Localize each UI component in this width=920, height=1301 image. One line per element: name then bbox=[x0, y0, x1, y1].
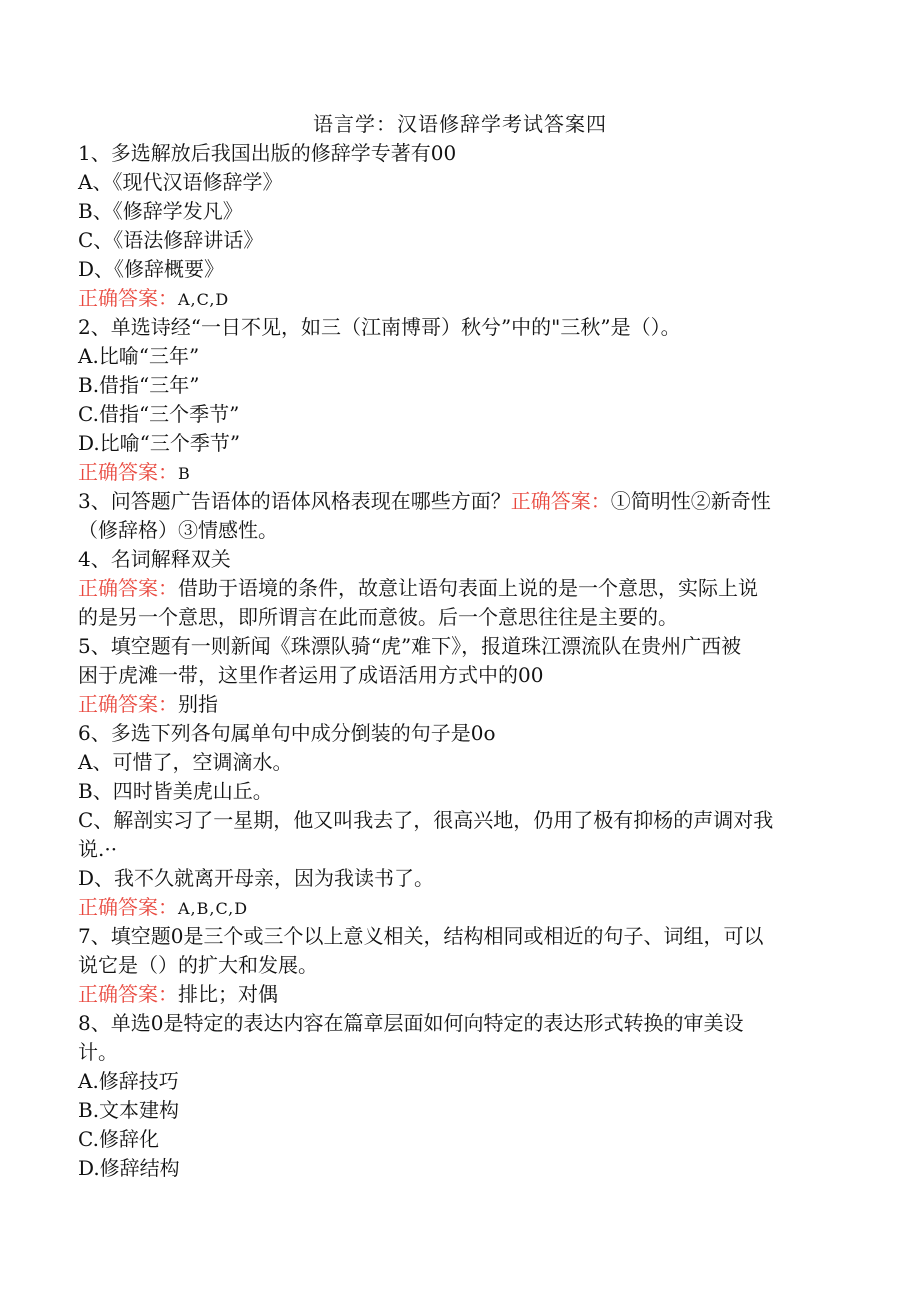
question-6-option-b: B、四时皆美虎山丘。 bbox=[78, 779, 273, 803]
answer-label: 正确答案： bbox=[78, 982, 178, 1006]
answer-label: 正确答案： bbox=[78, 286, 178, 310]
answer-value: 借助于语境的条件，故意让语句表面上说的是一个意思，实际上说 bbox=[178, 576, 758, 600]
question-8-option-c: C.修辞化 bbox=[78, 1127, 159, 1151]
question-3-stem bbox=[78, 487, 828, 516]
answer-label: 正确答案： bbox=[78, 460, 178, 484]
question-8-option-d: D.修辞结构 bbox=[78, 1156, 180, 1180]
question-1-option-d: D、《修辞概要》 bbox=[78, 257, 225, 281]
answer-label: 正确答案： bbox=[78, 692, 178, 716]
question-7-stem: 7、填空题0是三个或三个以上意义相关，结构相同或相近的句子、词组，可以 bbox=[78, 924, 764, 948]
question-1-option-a: A、《现代汉语修辞学》 bbox=[78, 170, 283, 194]
question-4-answer-continued: 的是另一个意思，即所谓言在此而意彼。后一个意思往往是主要的。 bbox=[78, 605, 678, 629]
question-2-option-a: A.比喻“三年” bbox=[78, 344, 200, 368]
question-4-stem: 4、名词解释双关 bbox=[78, 547, 231, 571]
question-8-option-b: B.文本建构 bbox=[78, 1098, 180, 1122]
question-6-option-c-continued: 说.·· bbox=[78, 837, 118, 861]
question-5-answer bbox=[78, 690, 828, 719]
question-3-answer-continued: （修辞格）③情感性。 bbox=[78, 518, 278, 542]
answer-label: 正确答案： bbox=[78, 576, 178, 600]
page-title: 语言学：汉语修辞学考试答案四 bbox=[313, 112, 607, 136]
question-8-stem: 8、单选0是特定的表达内容在篇章层面如何向特定的表达形式转换的审美设 bbox=[78, 1011, 744, 1035]
answer-value: A,B,C,D bbox=[178, 899, 249, 918]
question-1-option-c: C、《语法修辞讲话》 bbox=[78, 228, 264, 252]
document-body bbox=[78, 139, 828, 1183]
answer-value: ①简明性②新奇性 bbox=[610, 489, 771, 513]
question-4-answer bbox=[78, 574, 828, 603]
answer-label: 正确答案： bbox=[510, 489, 611, 513]
question-6-option-a: A、可惜了，空调滴水。 bbox=[78, 750, 293, 774]
question-2-answer bbox=[78, 458, 828, 487]
question-2-option-d: D.比喻“三个季节” bbox=[78, 431, 241, 455]
question-2-stem: 2、单选诗经“一日不见，如三（江南博哥）秋兮”中的"三秋”是（）。 bbox=[78, 315, 681, 339]
question-6-stem: 6、多选下列各句属单句中成分倒装的句子是0o bbox=[78, 721, 496, 745]
question-7-answer bbox=[78, 980, 828, 1009]
question-5-stem: 5、填空题有一则新闻《珠漂队骑“虎”难下》，报道珠江漂流队在贵州广西被 bbox=[78, 634, 742, 658]
question-1-option-b: B、《修辞学发凡》 bbox=[78, 199, 243, 223]
answer-value: A,C,D bbox=[178, 290, 230, 309]
question-1-answer bbox=[78, 284, 828, 313]
answer-value: B bbox=[178, 464, 191, 483]
question-6-option-c: C、解剖实习了一星期，他又叫我去了，很高兴地，仍用了极有抑杨的声调对我 bbox=[78, 808, 774, 832]
answer-label: 正确答案： bbox=[78, 895, 178, 919]
question-2-option-c: C.借指“三个季节” bbox=[78, 402, 240, 426]
answer-value: 排比；对偶 bbox=[178, 982, 278, 1006]
question-2-option-b: B.借指“三年” bbox=[78, 373, 200, 397]
question-5-stem-continued: 困于虎滩一带，这里作者运用了成语活用方式中的00 bbox=[78, 663, 544, 687]
question-6-answer bbox=[78, 893, 828, 922]
question-6-option-d: D、我不久就离开母亲，因为我读书了。 bbox=[78, 866, 435, 890]
question-7-stem-continued: 说它是（）的扩大和发展。 bbox=[78, 953, 318, 977]
question-8-stem-continued: 计。 bbox=[78, 1040, 118, 1064]
answer-value: 别指 bbox=[178, 692, 218, 716]
question-3-stem-text: 3、问答题广告语体的语体风格表现在哪些方面？ bbox=[78, 489, 511, 513]
question-1-stem: 1、多选解放后我国出版的修辞学专著有00 bbox=[78, 141, 457, 165]
question-8-option-a: A.修辞技巧 bbox=[78, 1069, 179, 1093]
